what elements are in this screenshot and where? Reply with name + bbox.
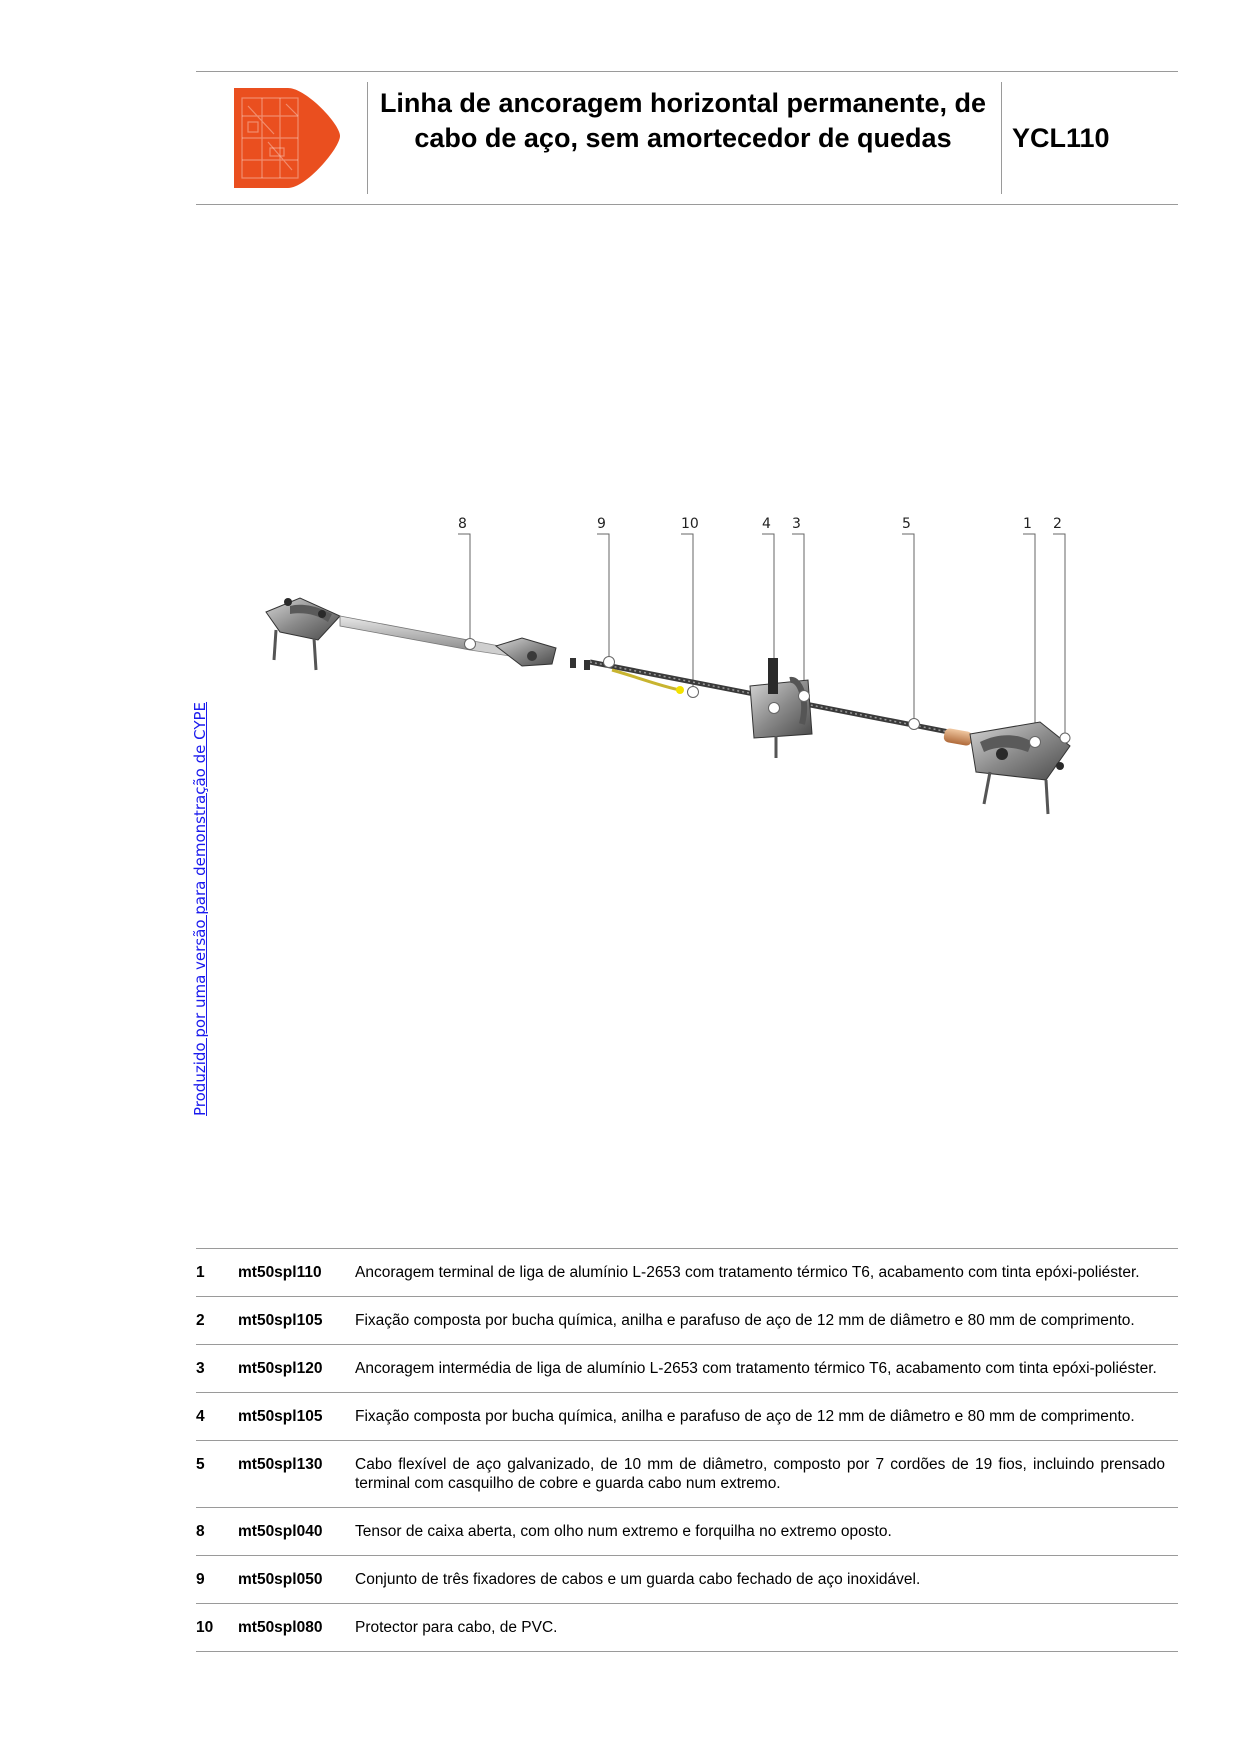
callout-2: 2 [1053,516,1062,532]
parts-ref: mt50spl110 [238,1264,322,1281]
parts-desc: Protector para cabo, de PVC. [355,1619,558,1636]
parts-row [196,1441,1178,1508]
callout-10: 10 [681,516,699,532]
parts-desc: Fixação composta por bucha química, anilha e parafuso de aço de 12 mm de diâmetro e 80 mm de comprimento. [355,1408,1135,1425]
parts-ref: mt50spl080 [238,1619,323,1636]
parts-desc: Ancoragem intermédia de liga de alumínio L-2653 com tratamento térmico T6, acabamento com tinta epóxi-poliéster. [355,1360,1157,1377]
parts-num: 8 [196,1523,205,1540]
parts-num: 2 [196,1312,205,1329]
parts-num: 4 [196,1408,205,1425]
parts-num: 3 [196,1360,205,1377]
parts-ref: mt50spl105 [238,1312,323,1329]
callout-9: 9 [597,516,606,532]
parts-row [196,1508,1178,1556]
parts-row [196,1249,1178,1297]
parts-ref: mt50spl130 [238,1456,323,1473]
parts-list [196,1248,1178,1652]
parts-desc: Fixação composta por bucha química, anilha e parafuso de aço de 12 mm de diâmetro e 80 mm de comprimento. [355,1312,1135,1329]
header-divider-right [1001,82,1002,194]
assembly-illustration [260,510,1100,840]
parts-row [196,1393,1178,1441]
left-terminal-anchor [266,598,340,670]
parts-row [196,1297,1178,1345]
parts-ref: mt50spl105 [238,1408,323,1425]
product-code: YCL110 [1012,123,1110,153]
intermediate-anchor [750,658,812,758]
callout-8: 8 [458,516,467,532]
callout-1: 1 [1023,516,1032,532]
header-divider-left [367,82,368,194]
parts-desc: Conjunto de três fixadores de cabos e um guarda cabo fechado de aço inoxidável. [355,1571,921,1588]
parts-num: 1 [196,1264,205,1281]
right-terminal-anchor [943,722,1070,814]
callout-3: 3 [792,516,801,532]
company-logo [228,86,342,190]
parts-row [196,1345,1178,1393]
callout-4: 4 [762,516,771,532]
demo-watermark-link[interactable]: Produzido por uma versão para demonstração de CYPE [191,701,209,1116]
parts-num: 10 [196,1619,214,1636]
parts-row [196,1604,1178,1652]
parts-desc: Tensor de caixa aberta, com olho num extremo e forquilha no extremo oposto. [355,1523,892,1540]
header-top-rule [196,71,1178,72]
parts-num: 9 [196,1571,205,1588]
parts-desc: Ancoragem terminal de liga de alumínio L-2653 com tratamento térmico T6, acabamento com tinta epóxi-poliéster. [355,1264,1140,1281]
parts-num: 5 [196,1456,205,1473]
parts-ref: mt50spl050 [238,1571,323,1588]
parts-desc: Cabo flexível de aço galvanizado, de 10 mm de diâmetro, composto por 7 cordões de 19 fios, incluindo prensado terminal com casquilho de cobre e guarda cabo num extremo. [355,1456,1165,1492]
parts-ref: mt50spl040 [238,1523,323,1540]
header-bottom-rule [196,204,1178,205]
page-title: Linha de ancoragem horizontal permanente, de cabo de aço, sem amortecedor de quedas [379,88,987,153]
parts-row [196,1556,1178,1604]
parts-ref: mt50spl120 [238,1360,323,1377]
callout-5: 5 [902,516,911,532]
